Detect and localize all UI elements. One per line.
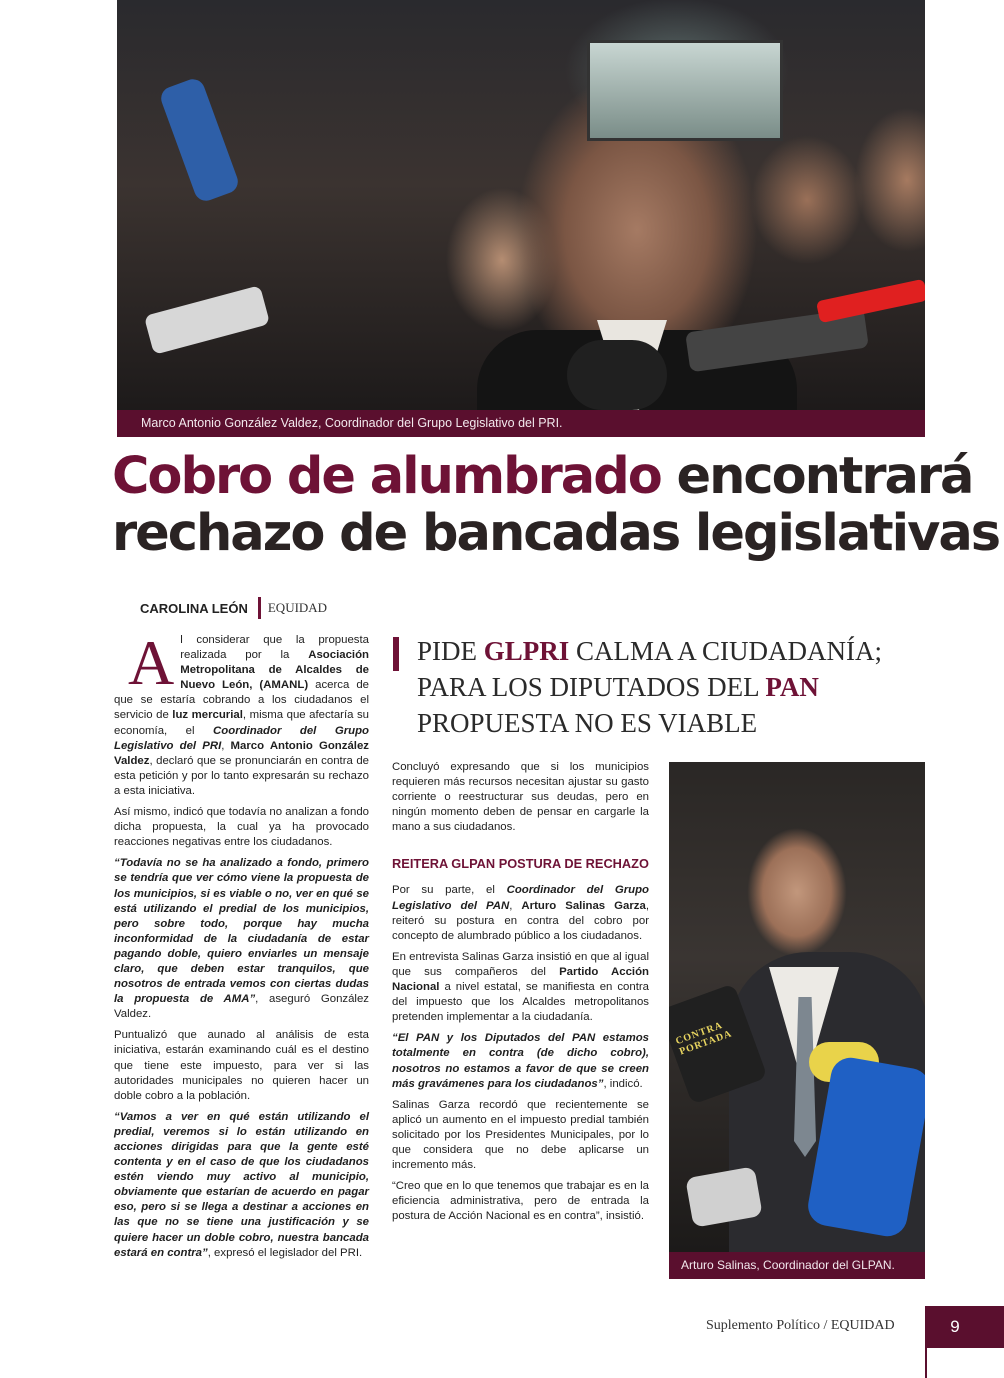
page-number: 9	[950, 1317, 960, 1336]
side-photo	[669, 762, 925, 1252]
paragraph: “Creo que en lo que tenemos que trabajar es en la eficiencia administrativa, pero de entrada la postura de Acción Nacional es en contra”, insistió.	[392, 1180, 649, 1223]
highlight: PAN	[765, 672, 819, 702]
section-name: EQUIDAD	[267, 600, 328, 615]
footer-line	[925, 1348, 927, 1378]
quote: “Todavía no se ha analizado a fondo, primero se tendría que ver cómo viene la propuesta de los municipios, si es viable o no, ver en qué se está utilizando el predial de los municipios, pero sobre todo, porque hay mucha inconformidad de la ciudadanía de estar pagando doble, quiero enviarles un mensaje claro, que deben estar tranquilos, que nosotros de entrada vemos con ciertas dudas la propuesta de AMA”	[114, 857, 369, 1006]
headline-highlight: Cobro de alumbrado	[112, 447, 661, 506]
footer-text: Suplemento Político / EQUIDAD	[706, 1318, 895, 1333]
top-photo	[117, 0, 925, 410]
side-photo-caption-text: Arturo Salinas, Coordinador del GLPAN.	[681, 1258, 895, 1272]
paragraph: Así mismo, indicó que todavía no analizan a fondo dicha propuesta, la cual ya ha provocado reacciones negativas entre los ciudadanos.	[114, 806, 369, 849]
headline-line2: rechazo de bancadas legislativas	[112, 504, 1000, 563]
pull-quote-bar	[393, 637, 399, 671]
paragraph	[392, 950, 649, 1025]
paragraph	[114, 627, 369, 799]
bold-italic-text: Coordinador del Grupo Legislativo del PAN	[392, 884, 649, 912]
byline-divider	[258, 597, 261, 619]
text: , aseguró González Valdez.	[114, 993, 369, 1021]
text: PROPUESTA NO ES VIABLE	[417, 708, 758, 738]
highlight: GLPRI	[483, 636, 570, 666]
microphone	[158, 76, 241, 204]
subheading: REITERA GLPAN POSTURA DE RECHAZO	[392, 856, 649, 872]
article-column-1	[114, 627, 369, 1267]
top-photo-caption-text: Marco Antonio González Valdez, Coordinador del Grupo Legislativo del PRI.	[141, 416, 563, 430]
bold-text: Marco Antonio González Valdez	[114, 739, 369, 767]
mic-logo: CONTRA PORTADA	[674, 1020, 734, 1058]
text: , expresó el legislador del PRI.	[207, 1246, 363, 1259]
text: , misma que afectaría su economía, el	[114, 709, 369, 737]
bold-italic-text: Coordinador del Grupo Legislativo del PRI	[114, 724, 369, 752]
bold-text: Arturo Salinas Garza	[521, 899, 646, 912]
paragraph: Salinas Garza recordó que recientemente se aplicó un aumento en el impuesto predial también solicitado por los Presidentes Municipales, por lo que considera que no debe aplicarse un incremento más.	[392, 1098, 649, 1172]
paragraph	[392, 883, 649, 943]
quote: “Vamos a ver en qué están utilizando el predial, veremos si lo están utilizando en acciones dirigidas para que la gente esté contenta y en el caso de que los ciudadanos estén viendo muy activo al municipio, obviamente que estarían de acuerdo en pagar eso, pero si se llega a destinar a acciones en las que no se tiene una justificación y se quiere hacer un doble cobro, nuestra bancada estará en contra”	[114, 1110, 369, 1259]
text: ,	[221, 739, 231, 752]
bold-text: Partido Acción Nacional	[392, 965, 649, 994]
top-photo-caption	[117, 410, 925, 437]
pull-quote	[393, 633, 933, 741]
paragraph: Puntualizó que aunado al análisis de esta iniciativa, estarán examinando cuál es el destino que tiene este impuesto, para ver si las autoridades municipales no quieren hacer un doble cobro a la población.	[114, 1029, 369, 1102]
text: CALMA A CIUDADANÍA;	[569, 636, 883, 666]
paragraph	[114, 856, 369, 1022]
recorder	[816, 279, 925, 323]
bold-text: Asociación Metropolitana de Alcaldes de Nuevo León, (AMANL)	[180, 649, 369, 692]
text: acerca de que se estaría cobrando a los ciudadanos el servicio de	[114, 679, 369, 722]
text: , reiteró su postura en contra del cobro por concepto de alumbrado público a los ciudadanos.	[392, 899, 649, 942]
text: ,	[509, 899, 522, 912]
headline	[112, 447, 1000, 563]
page-number-box	[925, 1306, 1004, 1348]
paragraph: Concluyó expresando que si los municipios requieren más recursos necesitan ajustar su gasto corriente o reestructurar sus deudas, pero en ningún momento deben de pensar en cargarle la mano a sus ciudadanos.	[392, 761, 649, 834]
microphone	[567, 340, 667, 410]
dropcap: A	[128, 627, 175, 698]
text: , indicó.	[603, 1077, 643, 1090]
background-tv	[587, 40, 783, 141]
paragraph	[392, 1031, 649, 1091]
text: a nivel estatal, se manifiesta en contra del impuesto que los Alcaldes metropolitanos pretenden implementar a la ciudadanía.	[392, 981, 649, 1024]
author-name: CAROLINA LEÓN	[140, 600, 248, 616]
pull-quote-text	[417, 633, 933, 741]
bold-text: luz mercurial	[172, 709, 243, 722]
text: l considerar que la propuesta realizada por la	[180, 634, 369, 662]
text: PARA LOS DIPUTADOS DEL	[417, 672, 766, 702]
text: PIDE	[417, 636, 484, 666]
headline-line1-rest: encontrará	[660, 447, 973, 506]
phone	[144, 285, 270, 355]
text: , declaró que se pronunciarán en contra de esta petición y por lo tanto expresarán su rechazo a esta iniciativa.	[114, 754, 369, 797]
article-column-2	[392, 760, 649, 1230]
text: Por su parte, el	[392, 884, 507, 897]
side-photo-caption	[669, 1252, 925, 1279]
byline	[140, 597, 327, 619]
paragraph	[114, 1110, 369, 1261]
quote: “El PAN y los Diputados del PAN estamos totalmente en contra (de dicho cobro), nosotros no estamos a favor de que se creen más gravámenes para los ciudadanos”	[392, 1032, 649, 1090]
text: En entrevista Salinas Garza insistió en que al igual que sus compañeros del	[392, 950, 649, 978]
